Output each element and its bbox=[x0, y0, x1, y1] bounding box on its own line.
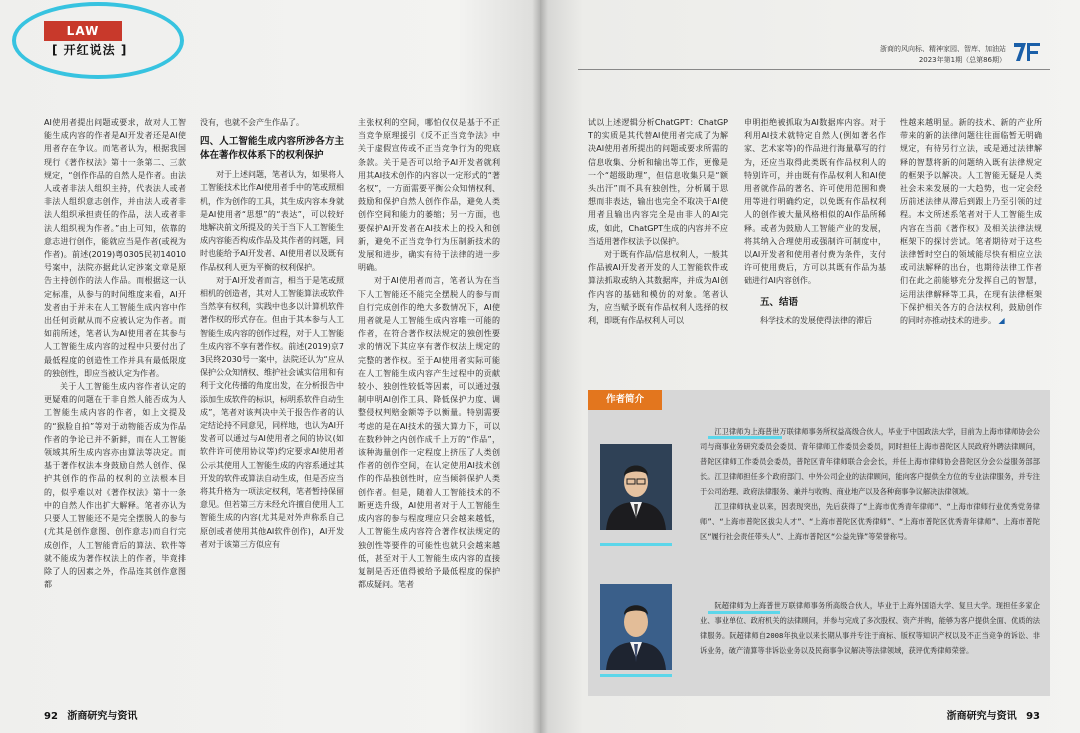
right-footer bbox=[947, 707, 1040, 722]
text-column-2 bbox=[200, 116, 344, 688]
text-column-3 bbox=[358, 116, 500, 688]
text-column-4 bbox=[588, 116, 728, 386]
header-rule bbox=[578, 69, 1050, 70]
column-label: [ 开红说法 ] bbox=[52, 43, 128, 57]
section-heading-5: 五、结语 bbox=[760, 296, 799, 308]
author-photo-ruan bbox=[600, 584, 672, 670]
paragraph: 科学技术的发展使得法律的滞后 bbox=[760, 315, 872, 325]
author-photo-jiang bbox=[600, 444, 672, 530]
paragraph: AI使用者提出问题或要求，故对人工智能生成内容的作者是AI开发者还是AI使用者存在争议。而笔者认为，根据我国现行《著作权法》第十一条第二、三款规定，“创作作品的自然人是作者。由法人或者非法人组织主持，代表法人或者非法人组织意志创作，并由法人或者非法人组织承担责任的作品，法人或者非法人组织视为作者。”由上可知，依靠的意志进行创作，能就应当是作者(或视为作者)。前述(2019)粤0305民初14010号案中，法院亦据此认定涉案文章是原告主持创作的法人作品。而根据这一认定标准，从参与的时间维度来看，AI开发者由于并未在人工智能生成内容中作出任何贡献从而不应被认定为作者。而如前所述，笔者认为AI使用者在其参与人工智能生成内容的过程中只要付出了最低程度的创造性工作并具有最低限度的独创性，即应当被认定为作者。 bbox=[44, 118, 186, 378]
author-bio-ruan bbox=[700, 598, 1040, 658]
highlight-mark bbox=[708, 436, 782, 439]
text-column-5 bbox=[744, 116, 886, 386]
magazine-logo-icon bbox=[1012, 41, 1042, 67]
paragraph: 对于上述问题，笔者认为，如果将人工智能技术比作AI使用者手中的笔或照相机，作为创作的工具，其生成内容本身就是AI使用者“思想”的“表达”，可以较好地解决前文所提及的关于当下人工智能生成内容能否构成作品及其作者的问题，同时也能给予AI开发者、AI使用者以及既有作品权利人更为平衡的权利保护。 bbox=[200, 170, 344, 272]
highlight-mark bbox=[600, 543, 672, 546]
paragraph: 主张权利的空间，哪怕仅仅是基于不正当竞争原理援引《反不正当竞争法》中关于虚假宣传或不正当竞争行为的兜底条款。关于是否可以给予AI开发者就利用其AI技术创作的内容以一定形式的“著名权”，一方面需要平衡公众知情权利、鼓励和保护自然人创作作品，避免人类创作空间和能力的萎缩；另一方面，也要保护AI开发者在AI技术上的投入和创新，避免不正当竞争行为压制新技术的发展和进步，确实有待于法律的进一步明确。 bbox=[358, 118, 500, 273]
paragraph: 申明拒绝被抓取为AI数据库内容。对于利用AI技术就特定自然人(例如著名作家、艺术家等)的作品进行海量摹写的行为，还应当取得此类既有作品权利人的特别许可，并由既有作品权利人和AI使用者就作品的著名、许可使用范围和费用等进行明确约定，以免既有作品权利人的创作被大量风格相似的AI作品所稀释。或者为鼓励人工智能产业的发展，将其纳入合理使用或强制许可制度中，以AI开发者和使用者付费为条件，支付许可使用费后，方可以其既有作品为基础进行AI内容创作。 bbox=[744, 118, 886, 286]
bio-paragraph: 江卫律师为上海普世万联律师事务所权益高级合伙人，毕业于中国政法大学，目前为上海市律师协会公司与商事业务研究委员会委员、青年律师工作委员会委员，同时担任上海市普陀区人民政府外聘法律顾问，普陀区律师工作委员会委员，普陀区青年律师联合会会长，并任上海市律师协会普陀区分会公益服务部部长。江卫律师担任多个政府部门、中外公司企业的法律顾问，能向客户提供全方位的专业法律服务，并专注于公司治理、政府法律服务、兼并与收购、商业地产以及各种商事争议解决法律领域。 bbox=[700, 427, 1040, 496]
bio-paragraph: 江卫律师执业以来，因表现突出，先后获得了“上海市优秀青年律师”、“上海市律师行业优秀党务律师”、“上海市普陀区拔尖人才”、“上海市普陀区优秀律师”、“上海市普陀区优秀青年律师”、上海市普陀区“履行社会责任带头人”、上海市普陀区“公益先锋”等荣誉称号。 bbox=[700, 502, 1040, 541]
bio-paragraph: 阮超律师为上海普世万联律师事务所高级合伙人，毕业于上海外国语大学、复旦大学。现担任多家企业、事业单位、政府机关的法律顾问，并参与完成了多次股权、资产并购，能够为客户提供全面、优质的法律服务。阮超律师自2008年执业以来长期从事并专注于商标、版权等知识产权以及不正当竞争的诉讼、非诉业务，破产清算等非诉讼业务以及民商事争议解决等法律领域，获评优秀律师荣誉。 bbox=[700, 601, 1040, 655]
text-column-1 bbox=[44, 116, 186, 688]
paragraph bbox=[900, 116, 1042, 327]
annotation-oval bbox=[12, 2, 184, 79]
author-profile-tag: 作者简介 bbox=[588, 390, 662, 410]
paragraph: 没有，也就不会产生作品了。 bbox=[200, 118, 304, 127]
highlight-mark bbox=[708, 611, 780, 614]
page-number-right: 93 bbox=[1026, 711, 1040, 722]
end-mark-icon: ◢ bbox=[998, 316, 1005, 326]
text-column-6 bbox=[900, 116, 1042, 386]
paragraph: 试以上述逻辑分析ChatGPT：ChatGPT的实质是其代替AI使用者完成了为解决AI使用者所提出的问题或要求所需的信息收集、分析和输出等工作，更像是一个“超级助理”，但信息收集只是“额头出汗”而不具有独创性，分析属于思想而非表达，输出也完全不取决于AI使用者且输出内容完全是由非人的AI完成，如此，ChatGPT生成的内容并不应当适用著作权法予以保护。 bbox=[588, 118, 728, 246]
highlight-mark bbox=[600, 674, 672, 677]
section-heading-4: 四、人工智能生成内容所涉各方主体在著作权体系下的权利保护 bbox=[200, 136, 344, 162]
paragraph-text: 性越来越明显。新的技术、新的产业所带来的新的法律问题往往面临暂无明确规定，有待另行立法，或是通过法律解释的智慧将新的问题纳入既有法律规定的框架予以解决。人工智能无疑是人类社会未来发展的一大趋势，也一定会经历前述法律从滞后到跟上乃至引领的过程。本文所述系笔者对于人工智能生成内容在当前《著作权》及相关法律法规框架下的探讨尝试。笔者期待对于这些法律暂时空白的领域能尽快有相应立法或司法解释的出台，也期待法律工作者们在此之前能够充分发挥自己的智慧，运用法律解释等工具，在现有法律框架下保护相关各方的合法权利，鼓励创作的同时亦推动技术的进步。 bbox=[900, 118, 1042, 326]
law-section-tag: LAW bbox=[44, 21, 122, 41]
magazine-title-right: 浙商研究与资讯 bbox=[946, 711, 1017, 722]
issue-info: 2023年第1期（总第86期） bbox=[918, 56, 1006, 64]
left-footer bbox=[44, 707, 137, 722]
magazine-slogan: 浙商的风向标、精神家园、智库、加油站 bbox=[880, 45, 1006, 53]
magazine-title-left: 浙商研究与资讯 bbox=[67, 711, 138, 722]
paragraph: 对于既有作品/信息权利人，一般其作品被AI开发者开发的人工智能软件或算法抓取或纳入其数据库，并成为AI创作内容的基础和模仿的对象。笔者认为，应当赋予既有作品权利人选择的权利，即既有作品权利人可以 bbox=[588, 250, 728, 326]
paragraph: 对于AI开发者而言，相当于是笔或照相机的创造者，其对人工智能算法或软件当然享有权利，实践中也多以计算机软件著作权的形式存在。但由于其本参与人工智能生成内容的创作过程，对于人工智能生成内容不享有著作权。前述(2019)京73民终2030号一案中，法院还认为“应从保护公众知情权、维护社会诚实信用和有利于文化传播的角度出发，在分析报告中添加生成软件的标识，标明系软件自动生成”，笔者对该判决中关于报告作者的认定结论持不同意见，同样地，也认为AI开发者可以通过与AI使用者之间的协议(如软件许可使用协议等)约定要求AI使用者公示其使用人工智能生成的内容系通过其开发的软件或算法自动生成，但是否应当将其升格为一项法定权利，笔者暂持保留意见。但若第三方未经允许擅自使用人工智能生成的内容(尤其是对外声称系自己原创或者使用其他AI软件创作)，AI开发者对于该第三方似应有 bbox=[200, 275, 344, 549]
paragraph: 对于AI使用者而言，笔者认为在当下人工智能还不能完全摆脱人的参与而自行完成创作的绝大多数情况下，AI使用者就是人工智能生成内容唯一可能的作者，在符合著作权法规定的独创性要求的情况下其应享有著作权法上规定的完整的著作权。至于AI使用者实际可能在人工智能生成内容产生过程中的贡献较小、独创性较低等因素，可以通过强制申明AI创作工具、降低保护力度、调整侵权判赔金额等予以衡量。特别需要考虑的是在AI技术的强大算力下，可以在数秒钟之内创作成千上万的“作品”，该种海量创作一定程度上挤压了人类创作者的创作空间，在认定使用AI技术创作的作品独创性时，应当倾斜保护人类创作者。但是，随着人工智能技术的不断更迭升级，AI使用者对于人工智能生成内容的参与程度理应只会越来越低，人工智能生成内容符合著作权法规定的独创性等要件的可能性也就只会越来越低，甚至对于人工智能生成内容的直接复制是否还值得被给予最低程度的保护都成疑问。笔者 bbox=[358, 276, 500, 590]
page-number-left: 92 bbox=[44, 711, 58, 722]
paragraph: 关于人工智能生成内容作者认定的更疑难的问题在于非自然人能否成为人工智能生成内容的作者，如上文提及的“猴脸自拍”等对于动物能否成为作品作者的争论已并不新鲜，而在人工智能领域其所生成内容亦由算法等决定。而基于著作权法本身鼓励自然人创作、保护其创作的作品的权利的立法根本目的，似乎难以对《著作权法》第十一条中的自然人作出扩大解释。笔者亦认为只要人工智能还不是完全摆脱人的参与(尤其是创作意图、创作意志)而自行完成创作，人工智能背后的算法、软件等就不能成为著作权法上的作者，毕竟排除了人的因素之外，作品连其创作意图都 bbox=[44, 382, 186, 590]
author-bio-jiang bbox=[700, 424, 1040, 544]
book-spine bbox=[532, 0, 548, 733]
